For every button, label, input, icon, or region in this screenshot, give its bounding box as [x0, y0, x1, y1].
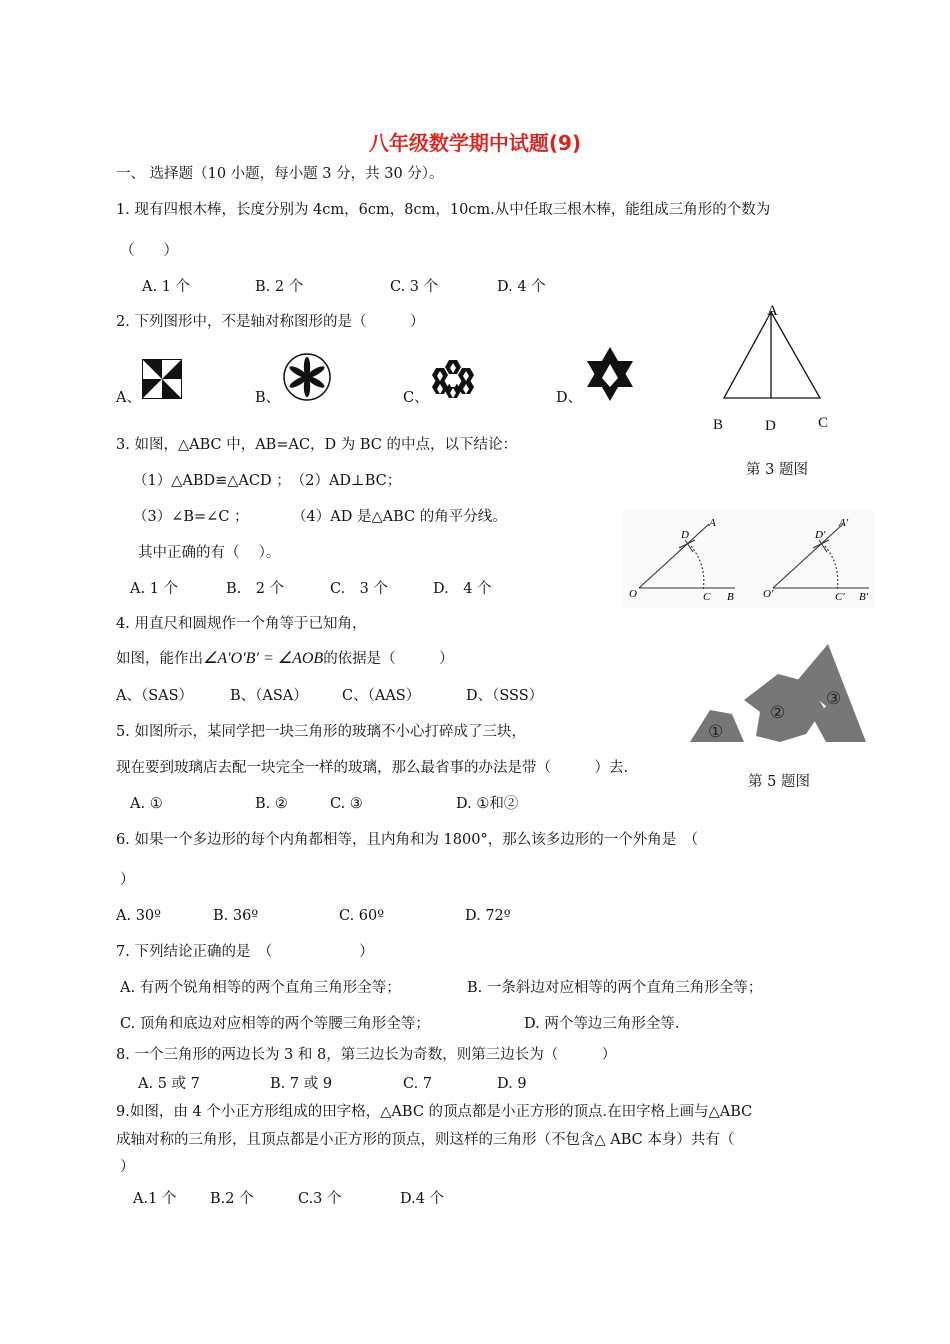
- q3-label-d: D: [765, 418, 776, 434]
- q4-stem: 4. 用直尺和圆规作一个角等于已知角，: [116, 616, 367, 632]
- page-title: 八年级数学期中试题(9): [368, 131, 582, 155]
- q5-piece-1: ①: [708, 722, 724, 741]
- q2-option-c-label: C、: [403, 390, 429, 406]
- q2-option-d-label: D、: [556, 390, 583, 406]
- q4-label-c-prime: C′: [835, 591, 845, 603]
- q5-option-b: B. ②: [255, 796, 288, 812]
- q7-option-d: D. 两个等边三角形全等.: [524, 1016, 680, 1032]
- six-point-star-figure: [585, 347, 635, 401]
- q4-label-b-prime: B′: [859, 591, 869, 603]
- q2-stem: 2. 下列图形中，不是轴对称图形的是（ ）: [116, 314, 425, 330]
- q3-conclusions-3-4: （3）∠B=∠C ； （4）AD 是△ABC 的角平分线。: [133, 509, 507, 525]
- q9-line2: 成轴对称的三角形，且顶点都是小正方形的顶点，则这样的三角形（不包含△ ABC 本身）共有（: [116, 1132, 735, 1148]
- q4-angle-formula: ∠A′O′B′ = ∠AOB: [203, 650, 324, 667]
- q9-option-c: C.3 个: [298, 1191, 342, 1207]
- q3-option-c: C. 3 个: [330, 581, 389, 597]
- q6-option-a: A. 30º: [116, 908, 161, 924]
- section-heading: 一、 选择题（10 小题，每小题 3 分，共 30 分）。: [116, 166, 444, 182]
- q3-label-b: B: [713, 417, 724, 433]
- q3-stem: 3. 如图，△ABC 中，AB=AC，D 为 BC 的中点，以下结论：: [116, 437, 518, 453]
- q6-option-c: C. 60º: [339, 908, 385, 924]
- q1-option-c: C. 3 个: [390, 279, 439, 295]
- q3-option-b: B. 2 个: [226, 581, 285, 597]
- q2-option-a-label: A、: [116, 390, 141, 406]
- q3-conclusions-1-2: （1）△ABD≌△ACD ； （2）AD⊥BC；: [133, 473, 402, 489]
- q5-piece-3: ③: [826, 689, 842, 708]
- q7-option-a: A. 有两个锐角相等的两个直角三角形全等；: [120, 980, 401, 996]
- q5-stem: 5. 如图所示，某同学把一块三角形的玻璃不小心打碎成了三块，: [116, 724, 526, 740]
- q3-label-a: A: [767, 303, 778, 319]
- pinwheel-figure: [142, 359, 182, 399]
- q6-stem: 6. 如果一个多边形的每个内角都相等，且内角和为 1800°，那么该多边形的一个外角是 （: [116, 832, 698, 848]
- q4-label-b: B: [727, 591, 734, 603]
- q1-option-a: A. 1 个: [142, 279, 191, 295]
- q7-option-b: B. 一条斜边对应相等的两个直角三角形全等；: [467, 980, 763, 996]
- q8-stem: 8. 一个三角形的两边长为 3 和 8，第三边长为奇数，则第三边长为（ ）: [116, 1047, 617, 1063]
- q4-line2-post: 的依据是（ ）: [323, 651, 454, 667]
- q9-option-b: B.2 个: [210, 1191, 254, 1207]
- q9-option-d: D.4 个: [400, 1191, 445, 1207]
- q4-label-d: D: [681, 529, 689, 541]
- q4-option-c: C、（AAS）: [342, 688, 421, 704]
- q4-line2-pre: 如图，能作出: [116, 651, 203, 667]
- q4-line2: [116, 650, 454, 668]
- q4-label-o: O: [629, 588, 637, 600]
- q3-option-d: D. 4 个: [433, 581, 492, 597]
- q9-line1: 9.如图，由 4 个小正方形组成的田字格，△ABC 的顶点都是小正方形的顶点.在田字格上画与△ABC: [116, 1104, 753, 1120]
- q1-option-d: D. 4 个: [497, 279, 546, 295]
- q4-label-a: A: [709, 517, 716, 529]
- q8-option-a: A. 5 或 7: [138, 1076, 200, 1092]
- q5-piece-2: ②: [770, 703, 786, 722]
- q8-option-c: C. 7: [403, 1076, 433, 1092]
- q1-option-b: B. 2 个: [255, 279, 304, 295]
- q7-stem: 7. 下列结论正确的是 （ ）: [116, 944, 374, 960]
- q5-figure-caption: 第 5 题图: [748, 774, 810, 790]
- q7-option-c: C. 顶角和底边对应相等的两个等腰三角形全等；: [120, 1016, 430, 1032]
- q5-glass-pieces-figure: [688, 642, 868, 746]
- q4-angle-construction-figure: [623, 510, 875, 608]
- q3-label-c: C: [818, 415, 829, 431]
- q6-close-paren: ）: [120, 872, 135, 888]
- q4-label-o-prime: O′: [763, 588, 774, 600]
- q4-option-d: D、（SSS）: [466, 688, 544, 704]
- q3-question: 其中正确的有（ ）。: [138, 545, 281, 561]
- q1-stem: 1. 现有四根木棒，长度分别为 4cm，6cm，8cm，10cm.从中任取三根木棒，能组成三角形的个数为: [116, 202, 771, 218]
- q4-label-a-prime: A′: [839, 517, 849, 529]
- q4-option-b: B、（ASA）: [230, 688, 308, 704]
- q9-option-a: A.1 个: [133, 1191, 177, 1207]
- q9-close-paren: ）: [120, 1159, 135, 1175]
- q4-option-a: A、（SAS）: [116, 688, 194, 704]
- q6-option-d: D. 72º: [465, 908, 511, 924]
- q8-option-b: B. 7 或 9: [270, 1076, 333, 1092]
- q5-line2: 现在要到玻璃店去配一块完全一样的玻璃，那么最省事的办法是带（ ）去.: [116, 760, 629, 776]
- q6-option-b: B. 36º: [213, 908, 259, 924]
- q3-figure-caption: 第 3 题图: [746, 462, 808, 478]
- q5-option-d: D. ①和②: [456, 796, 519, 812]
- q5-option-c: C. ③: [330, 796, 363, 812]
- flower-circle-figure: [282, 352, 332, 402]
- q1-paren: （ ）: [120, 243, 178, 259]
- hexagon-flower-figure: [428, 356, 478, 402]
- q4-label-d-prime: D′: [815, 529, 826, 541]
- q8-option-d: D. 9: [497, 1076, 527, 1092]
- q4-label-c: C: [703, 591, 711, 603]
- q5-option-a: A. ①: [130, 796, 163, 812]
- q2-option-b-label: B、: [255, 390, 281, 406]
- q3-option-a: A. 1 个: [130, 581, 179, 597]
